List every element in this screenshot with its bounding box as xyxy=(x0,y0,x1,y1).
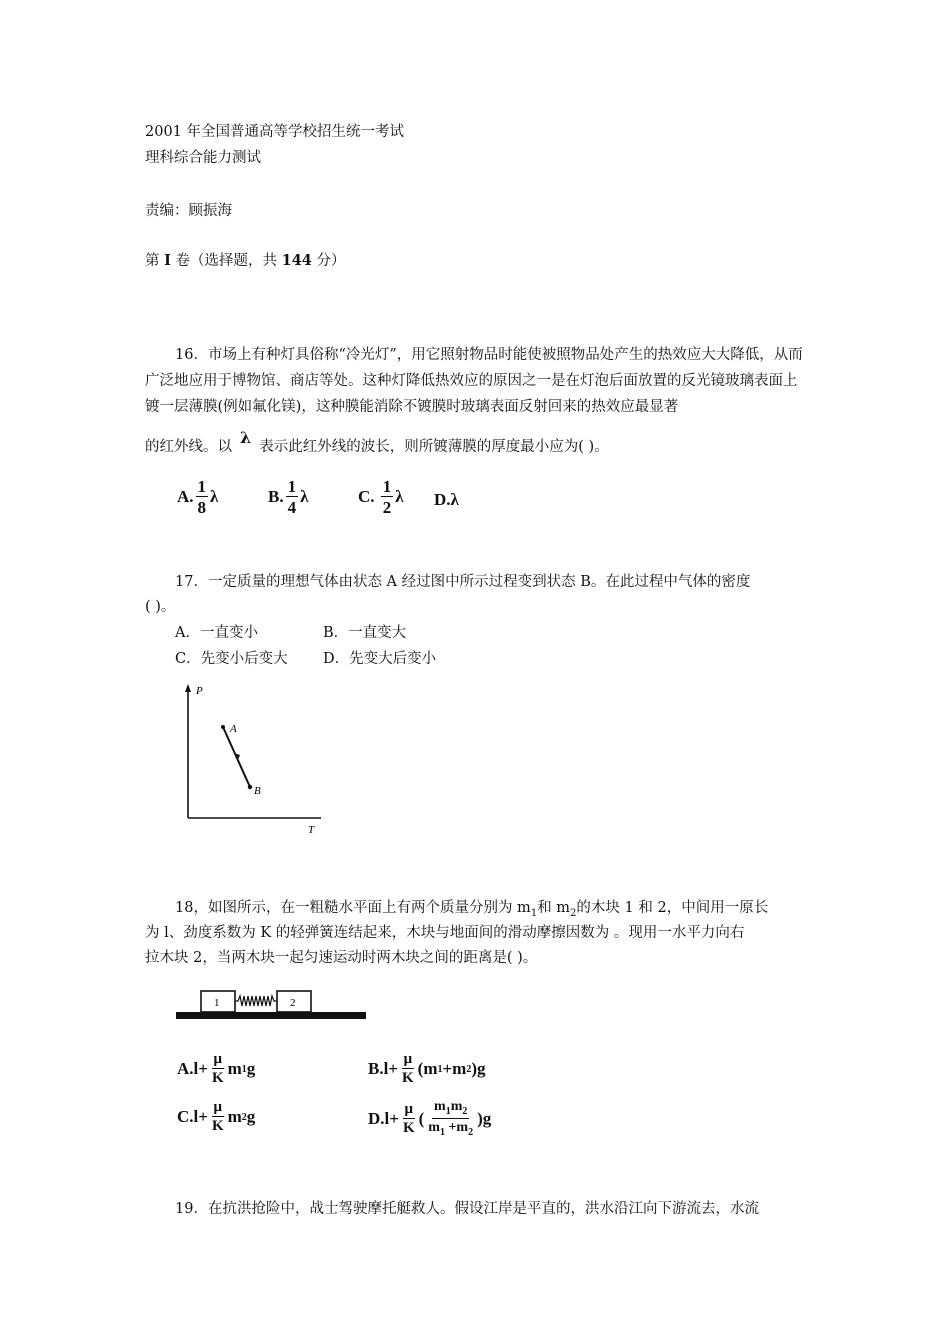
q18-line-3: 拉木块 2，当两木块一起匀速运动时两木块之间的距离是( )。 xyxy=(145,950,538,966)
q18-b-mid: +m xyxy=(442,1059,467,1078)
q16-tail-pre: 的红外线。以 xyxy=(145,439,232,455)
q16-option-a-label: A. xyxy=(177,487,194,506)
q18-a-g: g xyxy=(246,1059,256,1078)
q17-option-b[interactable]: B．一直变大 xyxy=(323,625,407,641)
question-16 xyxy=(145,342,810,420)
point-b-label: B xyxy=(254,785,261,797)
q18-d-open: ( xyxy=(418,1108,425,1128)
q16-option-b[interactable] xyxy=(268,478,308,516)
q16-tail-post: 表示此红外线的波长，则所镀薄膜的厚度最小应为( )。 xyxy=(259,439,609,455)
block-2-label: 2 xyxy=(290,997,296,1009)
q17-option-c[interactable]: C．先变小后变大 xyxy=(175,651,288,667)
q18-option-c[interactable] xyxy=(177,1100,255,1134)
q18-option-b[interactable] xyxy=(368,1052,486,1086)
q18-d-num-s1: 1 xyxy=(445,1105,451,1117)
section-roman: I xyxy=(164,252,171,269)
q16-c-lambda: λ xyxy=(395,487,404,506)
q18-line-1-pre: 18，如图所示，在一粗糙水平面上有两个质量分别为 m xyxy=(175,900,531,916)
q16-a-num: 1 xyxy=(197,477,207,496)
q18-line-1-post: 的木块 1 和 2，中间用一原长 xyxy=(576,900,769,916)
q16-option-d[interactable] xyxy=(434,478,459,522)
q18-line-2: 为 l、劲度系数为 K 的轻弹簧连结起来，木块与地面间的滑动摩擦因数为 。现用一水平力向右 xyxy=(145,925,745,941)
q18-c-sub: 2 xyxy=(241,1111,247,1123)
point-a-label: A xyxy=(230,723,237,735)
q17-text: 17．一定质量的理想气体由状态 A 经过图中所示过程变到状态 B。在此过程中气体的密度 xyxy=(175,574,751,590)
q19-text: 19．在抗洪抢险中，战士驾驶摩托艇救人。假设江岸是平直的，洪水沿江向下游流去，水流 xyxy=(175,1201,759,1217)
q16-b-lambda: λ xyxy=(300,487,309,506)
block-1-label: 1 xyxy=(214,997,220,1009)
section-heading xyxy=(145,251,346,271)
q18-d-den-s2: 2 xyxy=(468,1126,474,1138)
ground xyxy=(176,1012,366,1019)
q16-option-c-label: C. xyxy=(358,487,375,506)
q18-option-d[interactable] xyxy=(368,1100,491,1138)
t-axis-label: T xyxy=(308,824,315,836)
q18-line-1-mid: 和 m xyxy=(537,900,571,916)
editor-line: 责编：顾振海 xyxy=(145,203,232,219)
q18-line-1 xyxy=(175,898,768,924)
q16-lambda: λ xyxy=(240,428,252,447)
q18-d-den-s1: 1 xyxy=(439,1126,445,1138)
spring-blocks-figure xyxy=(176,985,371,1025)
q18-a-mu: μ xyxy=(213,1051,223,1067)
q17-text-2: ( )。 xyxy=(145,599,176,615)
section-pre: 第 xyxy=(145,253,165,269)
q18-sub-1: 1 xyxy=(530,907,538,919)
q18-d-den-m2: +m xyxy=(444,1119,469,1135)
q18-b-sub2: 2 xyxy=(466,1063,472,1075)
q18-d-label: D.l+ xyxy=(368,1108,399,1128)
q16-b-den: 4 xyxy=(287,498,297,517)
section-post: 分） xyxy=(311,253,346,269)
q18-b-sub1: 1 xyxy=(437,1063,443,1075)
q18-c-label: C.l+ xyxy=(177,1107,208,1126)
q16-a-lambda: λ xyxy=(210,487,219,506)
q18-sub-2: 2 xyxy=(570,907,577,919)
q18-d-close: )g xyxy=(477,1108,492,1128)
q18-b-mu: μ xyxy=(403,1051,413,1067)
q16-tail xyxy=(145,428,609,457)
q18-d-den-m1: m xyxy=(428,1119,440,1135)
spring xyxy=(235,996,277,1006)
q18-d-num-m1: m xyxy=(434,1099,446,1114)
q17-option-a[interactable]: A．一直变小 xyxy=(175,625,258,641)
q18-c-g: g xyxy=(246,1107,256,1126)
q16-b-num: 1 xyxy=(287,477,297,496)
p-axis-arrow xyxy=(185,684,191,692)
q18-b-k: K xyxy=(402,1070,414,1086)
q16-c-num: 1 xyxy=(382,477,392,496)
q16-option-b-label: B. xyxy=(268,487,284,506)
q18-d-k: K xyxy=(402,1119,415,1136)
q18-d-mu: μ xyxy=(404,1100,414,1117)
pt-graph xyxy=(176,680,336,840)
q18-b-label: B.l+ xyxy=(368,1059,398,1078)
p-axis-label: P xyxy=(196,685,203,697)
q18-a-sub: 1 xyxy=(241,1063,247,1075)
q16-d-lambda: λ xyxy=(450,490,459,509)
q16-option-c[interactable] xyxy=(358,478,404,516)
q18-c-m: m xyxy=(227,1107,242,1126)
q18-a-m: m xyxy=(227,1059,242,1078)
q18-b-close: )g xyxy=(471,1059,486,1078)
section-score: 144 xyxy=(281,252,312,269)
q18-d-num-s2: 2 xyxy=(462,1105,468,1117)
q16-c-den: 2 xyxy=(382,498,392,517)
q16-option-a[interactable] xyxy=(177,478,218,516)
point-b xyxy=(248,785,252,789)
q18-a-k: K xyxy=(211,1070,224,1086)
exam-subtitle: 理科综合能力测试 xyxy=(145,150,261,166)
q18-a-label: A.l+ xyxy=(177,1059,208,1078)
q18-b-open: (m xyxy=(417,1059,438,1078)
exam-title: 2001 年全国普通高等学校招生统一考试 xyxy=(145,124,405,140)
section-mid: 卷（选择题，共 xyxy=(170,253,282,269)
q17-option-d[interactable]: D．先变大后变小 xyxy=(323,651,437,667)
q16-option-d-label: D. xyxy=(434,490,451,509)
q18-c-mu: μ xyxy=(213,1099,223,1115)
q16-a-den: 8 xyxy=(197,498,207,517)
q18-option-a[interactable] xyxy=(177,1052,255,1086)
q16-text: 16．市场上有种灯具俗称“冷光灯”，用它照射物品时能使被照物品处产生的热效应大大降低，从而广泛地应用于博物馆、商店等处。这种灯降低热效应的原因之一是在灯泡后面放置的反光镜玻璃表面上镀一层薄膜(例如氟化镁)，这种膜能消除不镀膜时玻璃表面反射回来的热效应最显著 xyxy=(145,347,803,415)
q18-c-k: K xyxy=(211,1118,224,1134)
q18-d-num-m2: m xyxy=(450,1099,463,1114)
point-a xyxy=(221,725,225,729)
